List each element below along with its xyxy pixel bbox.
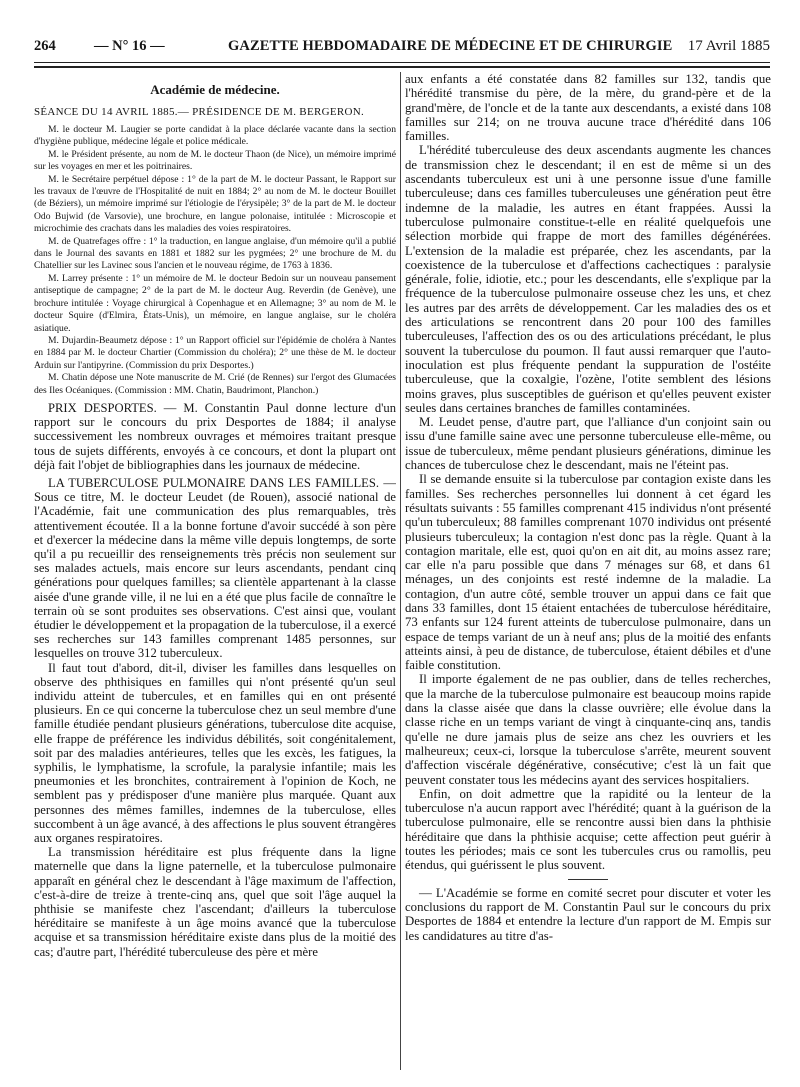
page-number: 264	[34, 38, 56, 54]
minutes-paragraph: M. Chatin dépose une Note manuscrite de M. Crié (de Rennes) sur l'ergot des Glumacées des Iles Océaniques. (Commission : MM. Chatin, Baudrimont, Planchon.)	[34, 372, 396, 396]
right-column	[405, 72, 771, 1072]
issue-date: 17 Avril 1885	[687, 38, 770, 54]
left-column	[34, 72, 396, 1072]
section-title: Académie de médecine.	[150, 82, 280, 97]
minutes-paragraph: M. le docteur M. Laugier se porte candidat à la place déclarée vacante dans la section d'hygiène publique, médecine légale et police médicale.	[34, 124, 396, 148]
body-paragraph: PRIX DESPORTES. — M. Constantin Paul donne lecture d'un rapport sur le concours du prix Desportes de 1884; il analyse successivement les nombreux ouvrages et mémoires traitant presque tous de sujets différents, envoyés à ce concours, et dont la plupart ont déjà fait l'objet de bibliographies dans les journaux de médecine.	[34, 400, 396, 472]
minutes-paragraph: M. le Président présente, au nom de M. le docteur Thaon (de Nice), un mémoire imprimé sur les voyages en mer et les poitrinaires.	[34, 148, 396, 173]
page-header	[34, 38, 770, 60]
body-paragraph: Il se demande ensuite si la tuberculose par contagion existe dans les familles. Ses recherches personnelles lui donnent à cet égard les résultats suivants : 55 familles comprenant 415 individus n'ont présenté qu'un tuberculeux; 88 familles comprenant 1070 individus ont présenté plusieurs tuberculeux; la contagion n'est donc pas la règle. Quant à la contagion maritale, elle est, quoi qu'on en ait dit, au moins assez rare; car elle n'a paru possible que dans 7 ménages sur 68, et dans 61 ménages, un des conjoints est resté indemne de la maladie. La contagion, d'un autre côté, semble trouver un appui dans ce fait que dans 33 familles, dont 15 étaient entachées de tuberculose héréditaire, 73 enfants sur 124 furent atteints de tuberculose pulmonaire, dans un espace de temps variant de un à neuf ans; plus de la moitié des enfants atteints ainsi, à peu de distance, de tuberculose, étaient débiles et d'une faible constitution.	[405, 472, 771, 673]
issue-number: — N° 16 —	[94, 38, 165, 54]
header-rule	[34, 62, 770, 63]
seance-line: SÉANCE DU 14 AVRIL 1885.— PRÉSIDENCE DE M. BERGERON.	[34, 106, 365, 118]
body-paragraph: L'hérédité tuberculeuse des deux ascendants augmente les chances de transmission chez le descendant; il en est de même si un des ascendants tuberculeux est uni à une personne issue d'une famille tuberculeuse; dans ces familles tuberculeuses une génération peut être indemne de la maladie, les autres en étant frappées. Aussi la tuberculose pulmonaire constitue-t-elle en réalité quelquefois une sélection morbide qui frappe de mort des familles dégénérées. L'extension de la maladie est préparée, chez les ascendants, par la coexistence de la tuberculose et d'affections cachectiques : paralysie générale, folie, idiotie, etc.; pour les descendants, elle s'explique par la fréquence de la tuberculose pulmonaire osseuse chez les uns, et chez les autres par des arrêts de développement. Car les maladies des os et des articulations se rencontrent dans 20 pour 100 des familles tuberculeuses, l'affection des os ou des articulations précédant, le plus souvent la tuberculose du poumon. Il faut aussi remarquer que l'auto-inoculation est plus fréquente pendant la suppuration de l'ostéite tuberculeuse, que la coxalgie, l'ozène, l'otite semblent des lésions moins graves, plus susceptibles de guérison et qu'elles peuvent exister seules dans certaines branches de familles contaminées.	[405, 143, 771, 415]
header-rule-thick	[34, 66, 770, 68]
column-divider	[400, 72, 401, 1070]
minutes-paragraph: M. Dujardin-Beaumetz dépose : 1° un Rapport officiel sur l'épidémie de choléra à Nantes en 1884 par M. le docteur Chartier (Commission du choléra); 2° une thèse de M. le docteur Arduin sur l'antipyrine. (Commission du prix Desportes.)	[34, 334, 396, 371]
body-paragraph: Enfin, on doit admettre que la rapidité ou la lenteur de la tuberculose n'a aucun rapport avec l'hérédité; quant à la guérison de la tuberculose pulmonaire, elle se rencontre aussi bien dans la phthisie héréditaire que dans la phthisie acquise; cette affection peut guérir à toutes les périodes; mais ce sont les tubercules crus ou ramollis, peu étendus, qui guérissent le plus souvent.	[405, 786, 771, 873]
journal-title: GAZETTE HEBDOMADAIRE DE MÉDECINE ET DE CHIRURGIE	[228, 38, 673, 54]
body-paragraph: Il faut tout d'abord, dit-il, diviser les familles dans lesquelles on observe des phthisiques en familles qui n'ont présenté qu'un seul individu atteint de tubercules, et en familles qui en ont présenté plusieurs. En ce qui concerne la tuberculose chez un seul membre d'une famille étudiée pendant plusieurs générations, tuberculose dite acquise, elle frappe de préférence les individus débilités, soit congénitalement, soit par des maladies antérieures, telles que les excès, les fatigues, la syphilis, le lymphatisme, la scrofule, la paralysie infantile; mais les pneumonies et les bronchites, contrairement à l'opinion de Koch, ne semblent pas y prédisposer d'une manière plus marquée. Quant aux personnes des mêmes familles, indemnes de la tuberculose, elles succombent à un âge avancé, à des affections le plus souvent étrangères aux organes respiratoires.	[34, 660, 396, 846]
body-paragraph: Il importe également de ne pas oublier, dans de telles recherches, que la marche de la tuberculose pulmonaire est beaucoup moins rapide dans la classe aisée que dans la classe ouvrière; elle évolue dans la classe riche en un temps variant de vingt à cinquante-cinq ans, tandis qu'elle ne dure jamais plus de seize ans chez les ouvriers et les malheureux; ceux-ci, lorsque la tuberculose s'arrête, meurent souvent d'affection viscérale dégénérative, consécutive; c'est là un fait que peuvent constater tous les médecins ayant des services hospitaliers.	[405, 672, 771, 787]
body-paragraph: LA TUBERCULOSE PULMONAIRE DANS LES FAMILLES. — Sous ce titre, M. le docteur Leudet (de Rouen), associé national de l'Académie, fait une communication des plus remarquables, très attentivement écoutée. Il a la bonne fortune d'avoir succédé à son père et d'exercer la médecine dans la même ville depuis longtemps, de sorte qu'il a pu recueillir des renseignements très précis non seulement sur ses malades actuels, mais encore sur leurs ascendants, pendant cinq générations pour quelques familles; sa clientèle appartenant à la classe aisée d'une grande ville, il ne lui en a été que plus facile de connaître le terrain où se sont produites ses observations. C'est ainsi que, voulant étudier le développement et la propagation de la tuberculose, il a exercé ses recherches sur 143 familles comprenant 1485 personnes, sur lesquelles on trouve 312 tuberculeux.	[34, 475, 396, 661]
minutes-paragraph: M. de Quatrefages offre : 1° la traduction, en langue anglaise, d'un mémoire qu'il a publié dans le Journal des savants en 1881 et 1882 sur les pygmées; 2° une brochure de M. du Chatellier sur les Lavinec sous l'ancien et le nouveau régime, de 1763 à 1836.	[34, 235, 396, 272]
minutes-paragraph: M. Larrey présente : 1° un mémoire de M. le docteur Bedoin sur un nouveau pansement antiseptique de campagne; 2° de la part de M. le docteur Aug. Reverdin (de Genève), une brochure intitulée : Voyage chirurgical à Copenhague et en Allemagne; 3° au nom de M. le docteur Squire (d'Elmira, États-Unis), un mémoire, en langue anglaise, sur le choléra asiatique.	[34, 272, 396, 334]
body-paragraph: La transmission héréditaire est plus fréquente dans la ligne maternelle que dans la ligne paternelle, et la tuberculose pulmonaire apparaît en général chez le descendant à l'âge maximum de l'affection, c'est-à-dire de treize à trente-cinq ans, quel que soit l'âge auquel la phthisie se manifeste chez l'ascendant; d'ailleurs la tuberculose héréditaire se manifeste à un âge moins avancé que la tuberculose acquise et sa transmission héréditaire existe dans plus de la moitié des cas; d'autre part, l'hérédité tuberculeuse des père et mère	[34, 845, 396, 959]
body-paragraph: M. Leudet pense, d'autre part, que l'alliance d'un conjoint sain ou issu d'une famille saine avec une personne tuberculeuse elle-même, ou issue de tuberculeux, même pendant plusieurs générations, diminue les chances de tuberculose chez le descendant, mais ne l'éteint pas.	[405, 415, 771, 473]
body-paragraph: aux enfants a été constatée dans 82 familles sur 132, tandis que l'hérédité transmise du père, de la mère, du grand-père et de la grand'mère, de l'oncle et de la tante aux descendants, a existé dans 108 familles sur 214; on ne trouva aucune trace d'hérédité dans 106 familles.	[405, 72, 771, 144]
body-paragraph: — L'Académie se forme en comité secret pour discuter et voter les conclusions du rapport de M. Constantin Paul sur le concours du prix Desportes de 1884 et entendre la lecture d'un rapport de M. Empis sur les candidatures au titre d'as-	[405, 885, 771, 943]
minutes-paragraph: M. le Secrétaire perpétuel dépose : 1° de la part de M. le docteur Passant, le Rapport sur les travaux de l'œuvre de l'Hospitalité de nuit en 1884; 2° au nom de M. le docteur Bouillet (de Béziers), un mémoire imprimé sur l'étiologie de l'érysipèle; 3° de la part de M. le docteur Odo Bujwid (de Varsovie), une brochure, en langue polonaise, intitulée : Microscopie et microchimie des crachats dans les maladies des voies respiratoires.	[34, 173, 396, 235]
separator-rule	[568, 879, 608, 880]
